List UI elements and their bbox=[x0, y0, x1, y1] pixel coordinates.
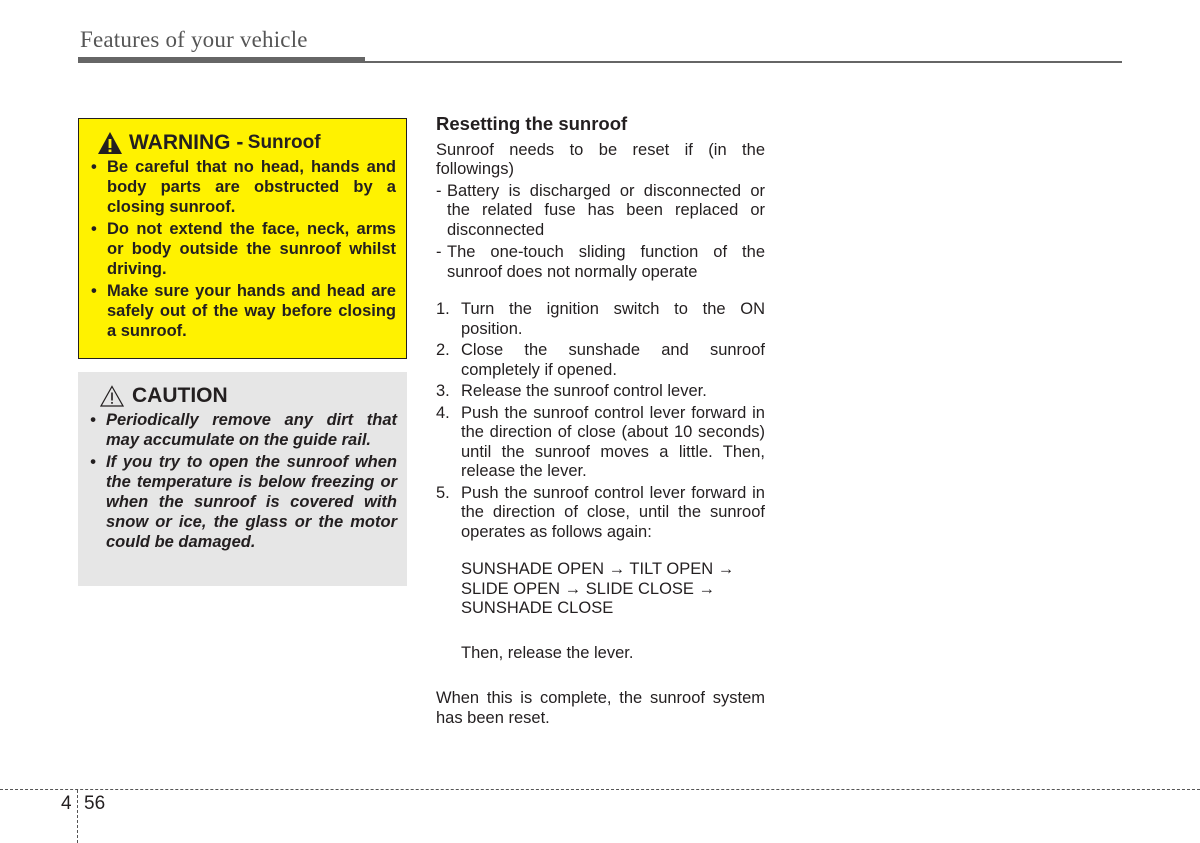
warning-item: • Make sure your hands and head are safely out of the way before closing a sunroof. bbox=[89, 281, 396, 341]
operation-sequence bbox=[461, 560, 765, 619]
caution-list bbox=[88, 410, 397, 552]
condition-item: - Battery is discharged or disconnected or the related fuse has been replaced or disconnected bbox=[436, 182, 765, 241]
then-release-text: Then, release the lever. bbox=[461, 643, 634, 662]
caution-label: CAUTION bbox=[132, 384, 228, 407]
page-header-title: Features of your vehicle bbox=[80, 27, 308, 52]
step-number: 4. bbox=[436, 403, 450, 422]
caution-box bbox=[78, 372, 407, 586]
step-text: Turn the ignition switch to the ON position. bbox=[461, 300, 765, 338]
footer-divider bbox=[77, 790, 78, 843]
step-item bbox=[436, 404, 765, 482]
intro-text: Sunroof needs to be reset if (in the followings) bbox=[436, 140, 765, 178]
sequence-step: SLIDE OPEN → bbox=[461, 579, 582, 598]
sequence-step: SLIDE CLOSE → bbox=[585, 579, 716, 598]
caution-triangle-icon bbox=[100, 385, 124, 407]
step-item bbox=[436, 382, 765, 402]
warning-triangle-icon bbox=[97, 131, 123, 155]
warning-box bbox=[78, 118, 407, 359]
step-item bbox=[436, 341, 765, 380]
step-item bbox=[436, 484, 765, 543]
caution-item: • Periodically remove any dirt that may accumulate on the guide rail. bbox=[88, 410, 397, 450]
warning-subject: Sunroof bbox=[247, 132, 321, 153]
warning-title bbox=[89, 131, 396, 155]
page-number: 56 bbox=[84, 793, 106, 814]
sequence-step: TILT OPEN → bbox=[629, 560, 735, 578]
footer-rule bbox=[0, 789, 1200, 790]
header-rule-thick bbox=[78, 57, 365, 63]
step-text: Release the sunroof control lever. bbox=[461, 382, 707, 400]
condition-list bbox=[436, 182, 765, 283]
sequence-step: SUNSHADE CLOSE bbox=[461, 599, 614, 617]
warning-item: • Do not extend the face, neck, arms or body outside the sunroof whilst driving. bbox=[89, 219, 396, 279]
step-number: 5. bbox=[436, 483, 450, 502]
condition-item: - The one-touch sliding function of the sunroof does not normally operate bbox=[436, 243, 765, 282]
step-number: 2. bbox=[436, 341, 450, 359]
step-number: 1. bbox=[436, 300, 450, 318]
step-text: Push the sunroof control lever forward in the direction of close (about 10 seconds) until the sunroof moves a little. Then, release the lever. bbox=[461, 403, 765, 480]
final-note: When this is complete, the sunroof system has been reset. bbox=[436, 689, 765, 727]
warning-item: • Be careful that no head, hands and body parts are obstructed by a closing sunroof. bbox=[89, 157, 396, 217]
step-item bbox=[436, 300, 765, 339]
chapter-number: 4 bbox=[61, 793, 72, 814]
steps-list bbox=[436, 300, 765, 542]
sequence-step: SUNSHADE OPEN → bbox=[461, 560, 626, 578]
step-text: Close the sunshade and sunroof completely if opened. bbox=[461, 341, 765, 379]
reset-section bbox=[436, 114, 765, 728]
warning-label: WARNING - bbox=[129, 131, 244, 154]
section-heading: Resetting the sunroof bbox=[436, 113, 628, 134]
caution-title bbox=[88, 384, 397, 408]
step-text: Push the sunroof control lever forward in the direction of close, until the sunroof operates as follows again: bbox=[461, 483, 765, 541]
step-number: 3. bbox=[436, 382, 450, 400]
caution-item: • If you try to open the sunroof when the temperature is below freezing or when the sunroof is covered with snow or ice, the glass or the motor could be damaged. bbox=[88, 452, 397, 552]
warning-list bbox=[89, 157, 396, 341]
header-rule-thin bbox=[365, 61, 1122, 63]
